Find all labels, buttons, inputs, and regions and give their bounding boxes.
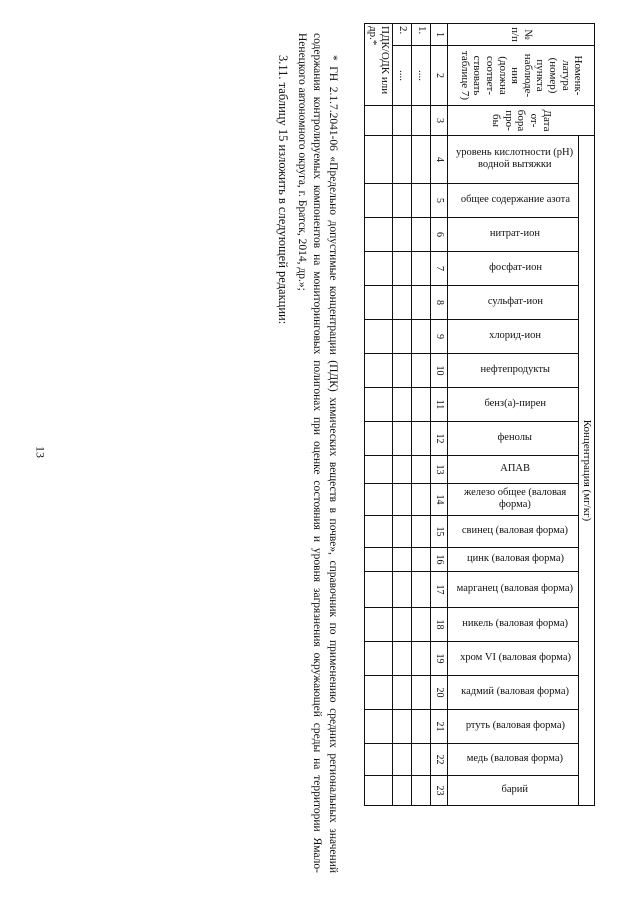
column-header: медь (валовая форма) xyxy=(467,753,564,765)
column-header: хлорид-ион xyxy=(489,330,542,342)
column-number: 18 xyxy=(431,608,448,642)
column-number: 17 xyxy=(431,572,448,608)
column-header: кадмий (валовая форма) xyxy=(461,686,570,698)
column-header: общее содержание азота xyxy=(460,194,570,206)
notes-block xyxy=(275,33,340,873)
column-number: 1 xyxy=(431,24,448,46)
column-header: фосфат-ион xyxy=(488,262,542,274)
amendment-text: 3.11. таблицу 15 изложить в следующей редакции: xyxy=(276,55,291,325)
table-footer-row xyxy=(365,24,393,806)
column-header: ртуть (валовая форма) xyxy=(465,720,565,732)
column-header: АПАВ xyxy=(500,463,531,475)
column-number: 2 xyxy=(431,46,448,106)
column-number: 7 xyxy=(431,252,448,286)
column-number: 21 xyxy=(431,710,448,744)
table-row xyxy=(412,24,431,806)
column-number: 9 xyxy=(431,320,448,354)
column-number: 19 xyxy=(431,642,448,676)
column-number: 15 xyxy=(431,516,448,548)
row-name: .... xyxy=(412,46,431,106)
column-number: 13 xyxy=(431,456,448,484)
column-header: железо общее (валовая форма) xyxy=(464,487,567,511)
column-header: фенолы xyxy=(497,432,533,444)
column-number: 16 xyxy=(431,548,448,572)
column-number: 4 xyxy=(431,136,448,184)
row-number: 1. xyxy=(412,24,431,46)
header-nomenclature: Номенк-латура (номер) пункта наблюде-ния (должна соответ-ствовать таблице 7) xyxy=(448,46,595,106)
column-header: барий xyxy=(501,784,529,796)
page-number: 13 xyxy=(33,446,48,458)
column-header: сульфат-ион xyxy=(487,296,543,308)
column-header: хром VI (валовая форма) xyxy=(459,652,571,664)
row-name: .... xyxy=(393,46,412,106)
column-headers xyxy=(448,24,579,806)
concentration-table xyxy=(364,23,595,806)
column-header: свинец (валовая форма) xyxy=(462,525,569,537)
row-number: 2. xyxy=(393,24,412,46)
table-row xyxy=(393,24,412,806)
column-numbers-row xyxy=(431,24,448,806)
footnote: * ГН 2.1.7.2041-06 «Предельно допустимые концентрации (ПДК) химических веществ в почве», справочник по применению средних региональных значений содержания контролируемых компонентов на мониторинговых полигонах при оценке состояния и уровня загрязнения окружающей среды на территории Ямало-Ненецкого автономного округа, г. Братск, 2014, др.»; xyxy=(295,33,339,873)
rotated-sheet xyxy=(45,23,615,883)
column-number: 6 xyxy=(431,218,448,252)
column-header: нефтепродукты xyxy=(480,364,550,376)
column-number: 23 xyxy=(431,776,448,806)
header-date: Дата от-бора про-бы xyxy=(448,106,595,136)
column-number: 20 xyxy=(431,676,448,710)
column-number: 10 xyxy=(431,354,448,388)
limits-label: ПДК/ОДК или др.* xyxy=(365,24,393,106)
column-header: нитрат-ион xyxy=(490,228,541,240)
column-number: 11 xyxy=(431,388,448,422)
column-header: цинк (валовая форма) xyxy=(466,553,564,565)
column-header: никель (валовая форма) xyxy=(462,618,569,630)
column-number: 8 xyxy=(431,286,448,320)
column-number: 14 xyxy=(431,484,448,516)
header-no: № п/п xyxy=(448,24,595,46)
header-concentration: Концентрация (мг/кг) xyxy=(579,136,595,806)
column-number: 12 xyxy=(431,422,448,456)
column-number: 5 xyxy=(431,184,448,218)
column-number: 22 xyxy=(431,744,448,776)
column-header: уровень кислотности (pH) водной вытяжки xyxy=(456,147,574,171)
column-header: бенз(а)-пирен xyxy=(484,398,546,410)
column-header: марганец (валовая форма) xyxy=(457,583,574,595)
column-number: 3 xyxy=(431,106,448,136)
